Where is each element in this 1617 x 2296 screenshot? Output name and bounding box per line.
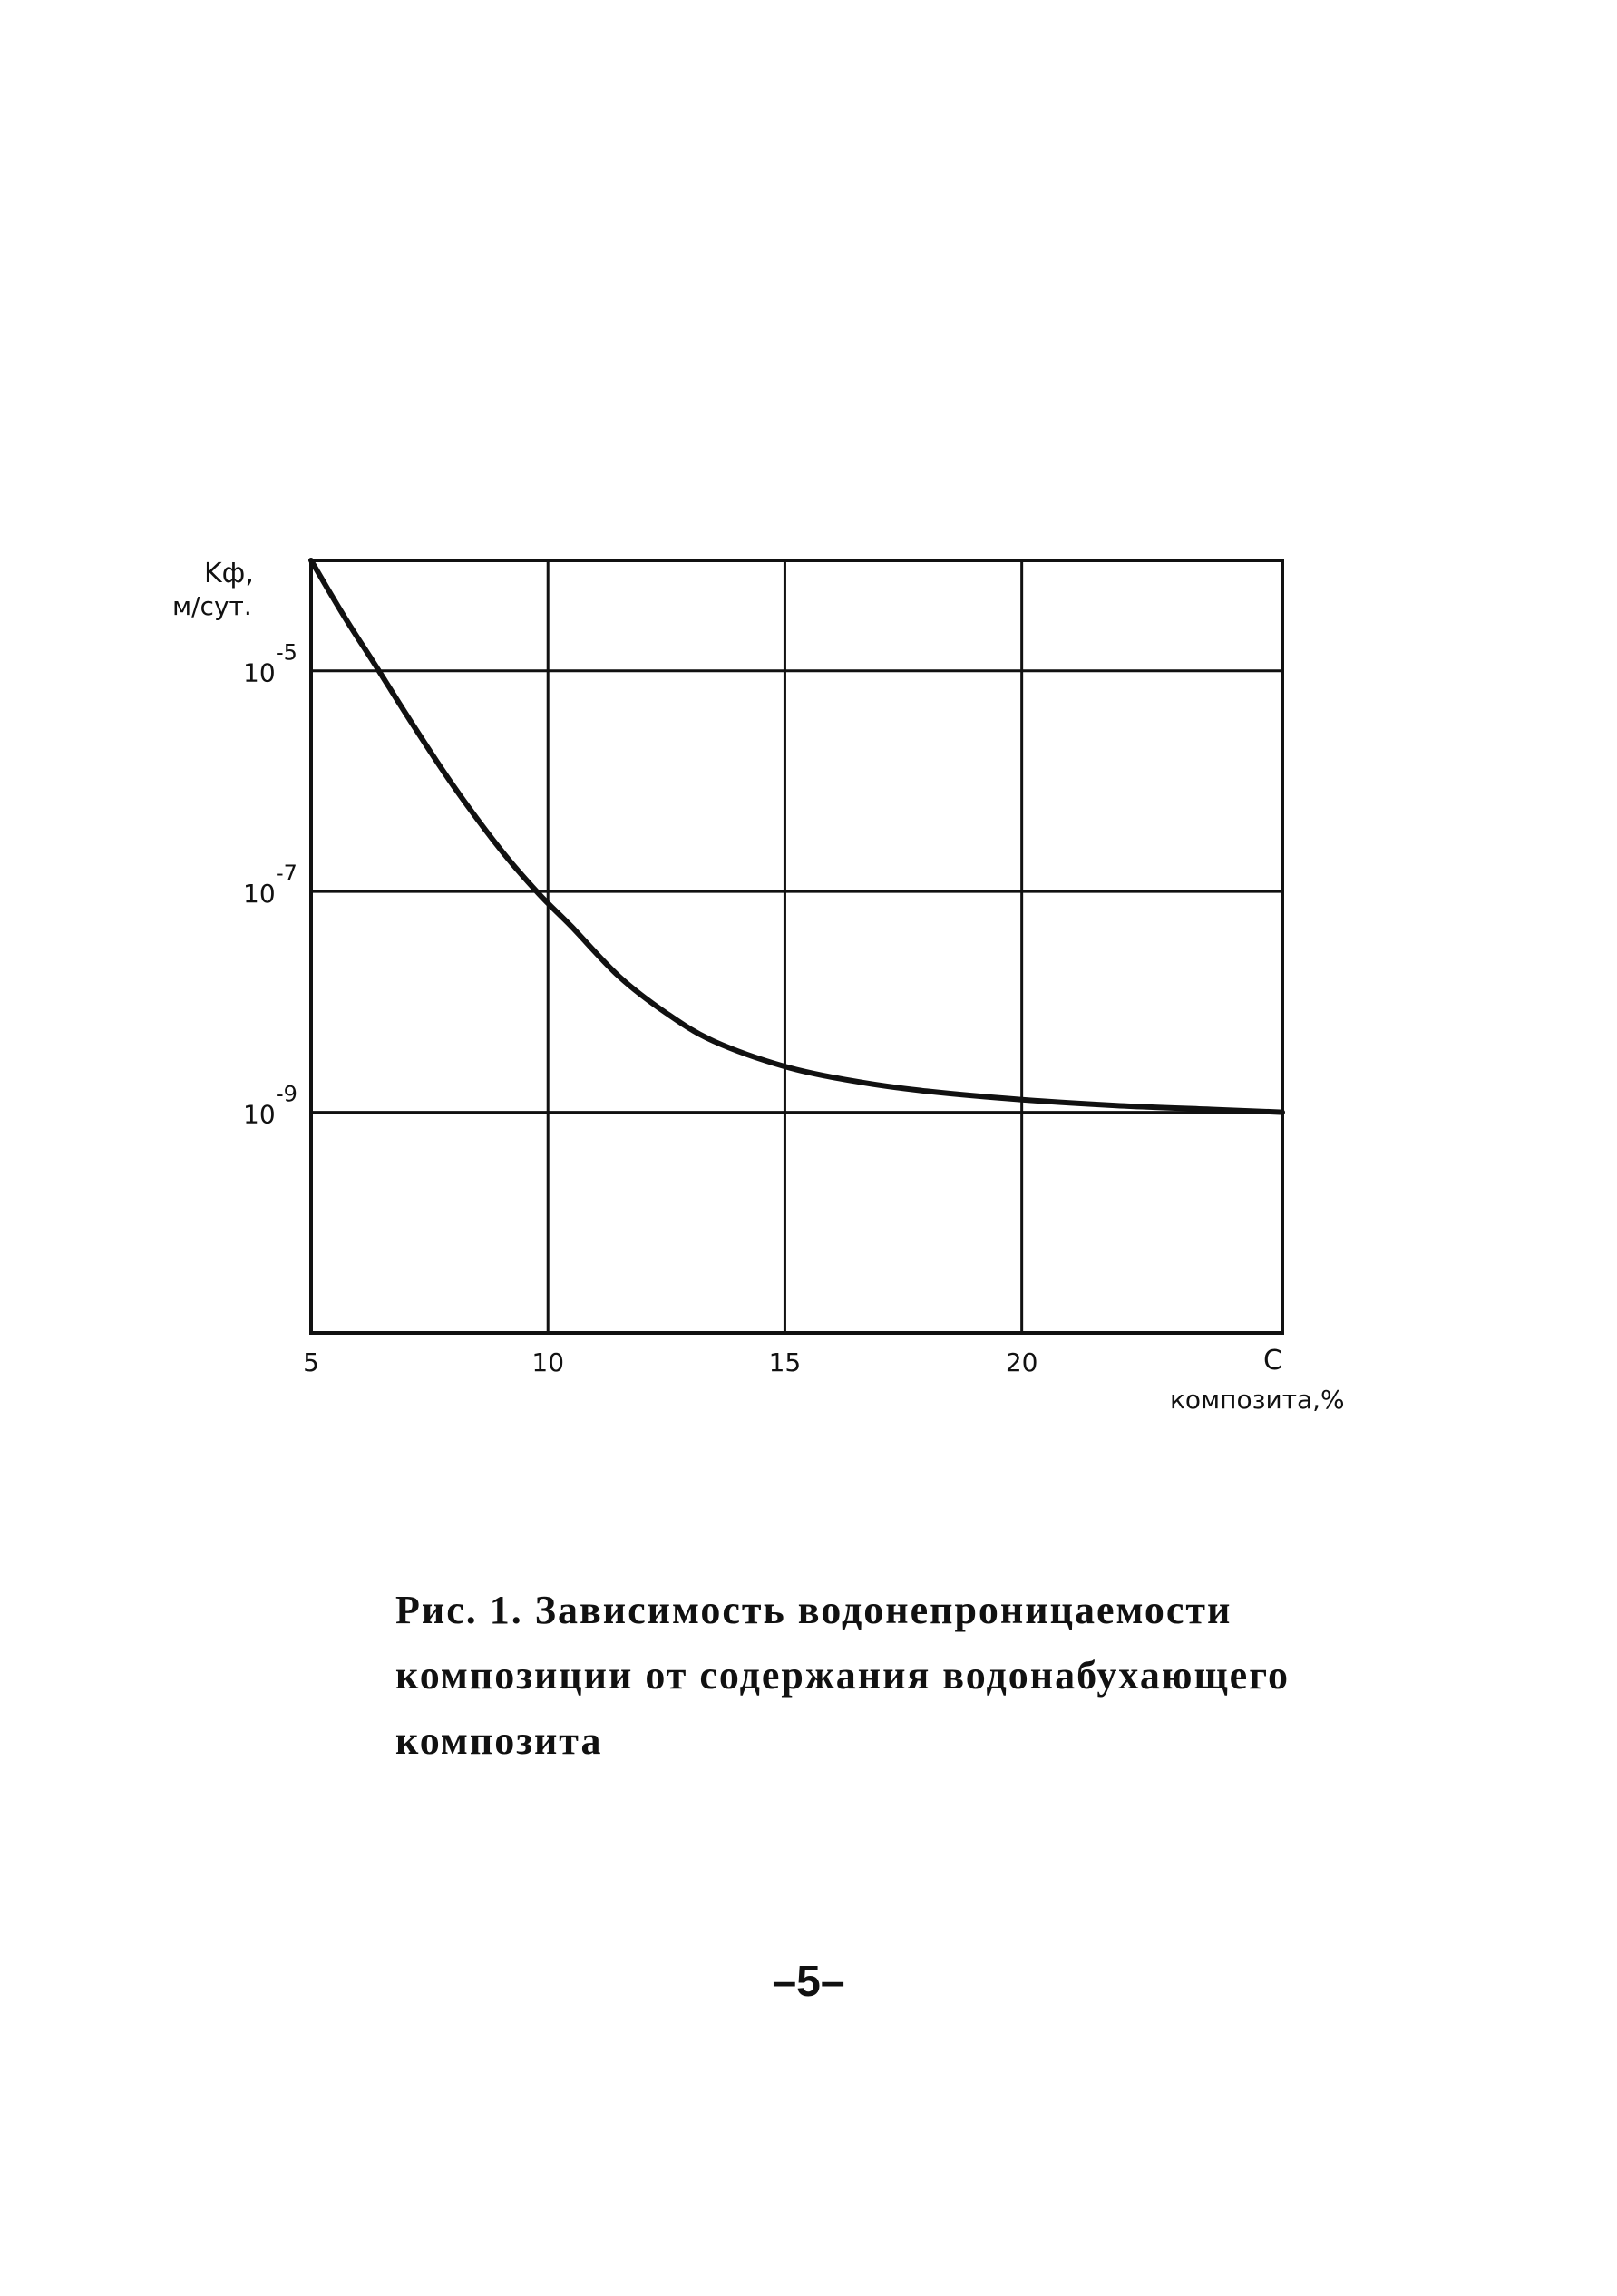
y-axis-unit: м/сут. <box>172 591 252 621</box>
x-tick-label: 20 <box>1005 1347 1038 1377</box>
y-tick-label: 10 <box>243 879 276 910</box>
y-tick-label: 10 <box>243 657 276 688</box>
x-tick-label: 10 <box>531 1347 565 1377</box>
x-axis-symbol: C <box>1263 1345 1282 1377</box>
caption-line: Рис. 1. Зависимость водонепроницаемости <box>395 1588 1232 1632</box>
y-axis-label: Kф, <box>204 558 254 589</box>
y-tick-exponent: -5 <box>276 639 297 666</box>
plot-frame <box>311 560 1282 1333</box>
y-tick-label: 10 <box>243 1099 276 1130</box>
y-tick-exponent: -7 <box>276 861 297 887</box>
x-tick-labels <box>303 1347 1037 1377</box>
y-tick-exponent: -9 <box>276 1081 297 1107</box>
x-axis-label: композита,% <box>1170 1385 1345 1415</box>
figure-caption <box>395 1578 1302 1774</box>
page-number: –5– <box>772 1958 845 2006</box>
caption-line: композиции от содержания водонабухающего <box>395 1653 1291 1698</box>
y-tick-labels <box>243 640 297 1130</box>
series-line <box>311 560 1282 1113</box>
caption-line: композита <box>395 1718 603 1763</box>
x-tick-label: 15 <box>768 1347 802 1377</box>
grid <box>311 560 1282 1333</box>
x-tick-label: 5 <box>303 1347 319 1377</box>
